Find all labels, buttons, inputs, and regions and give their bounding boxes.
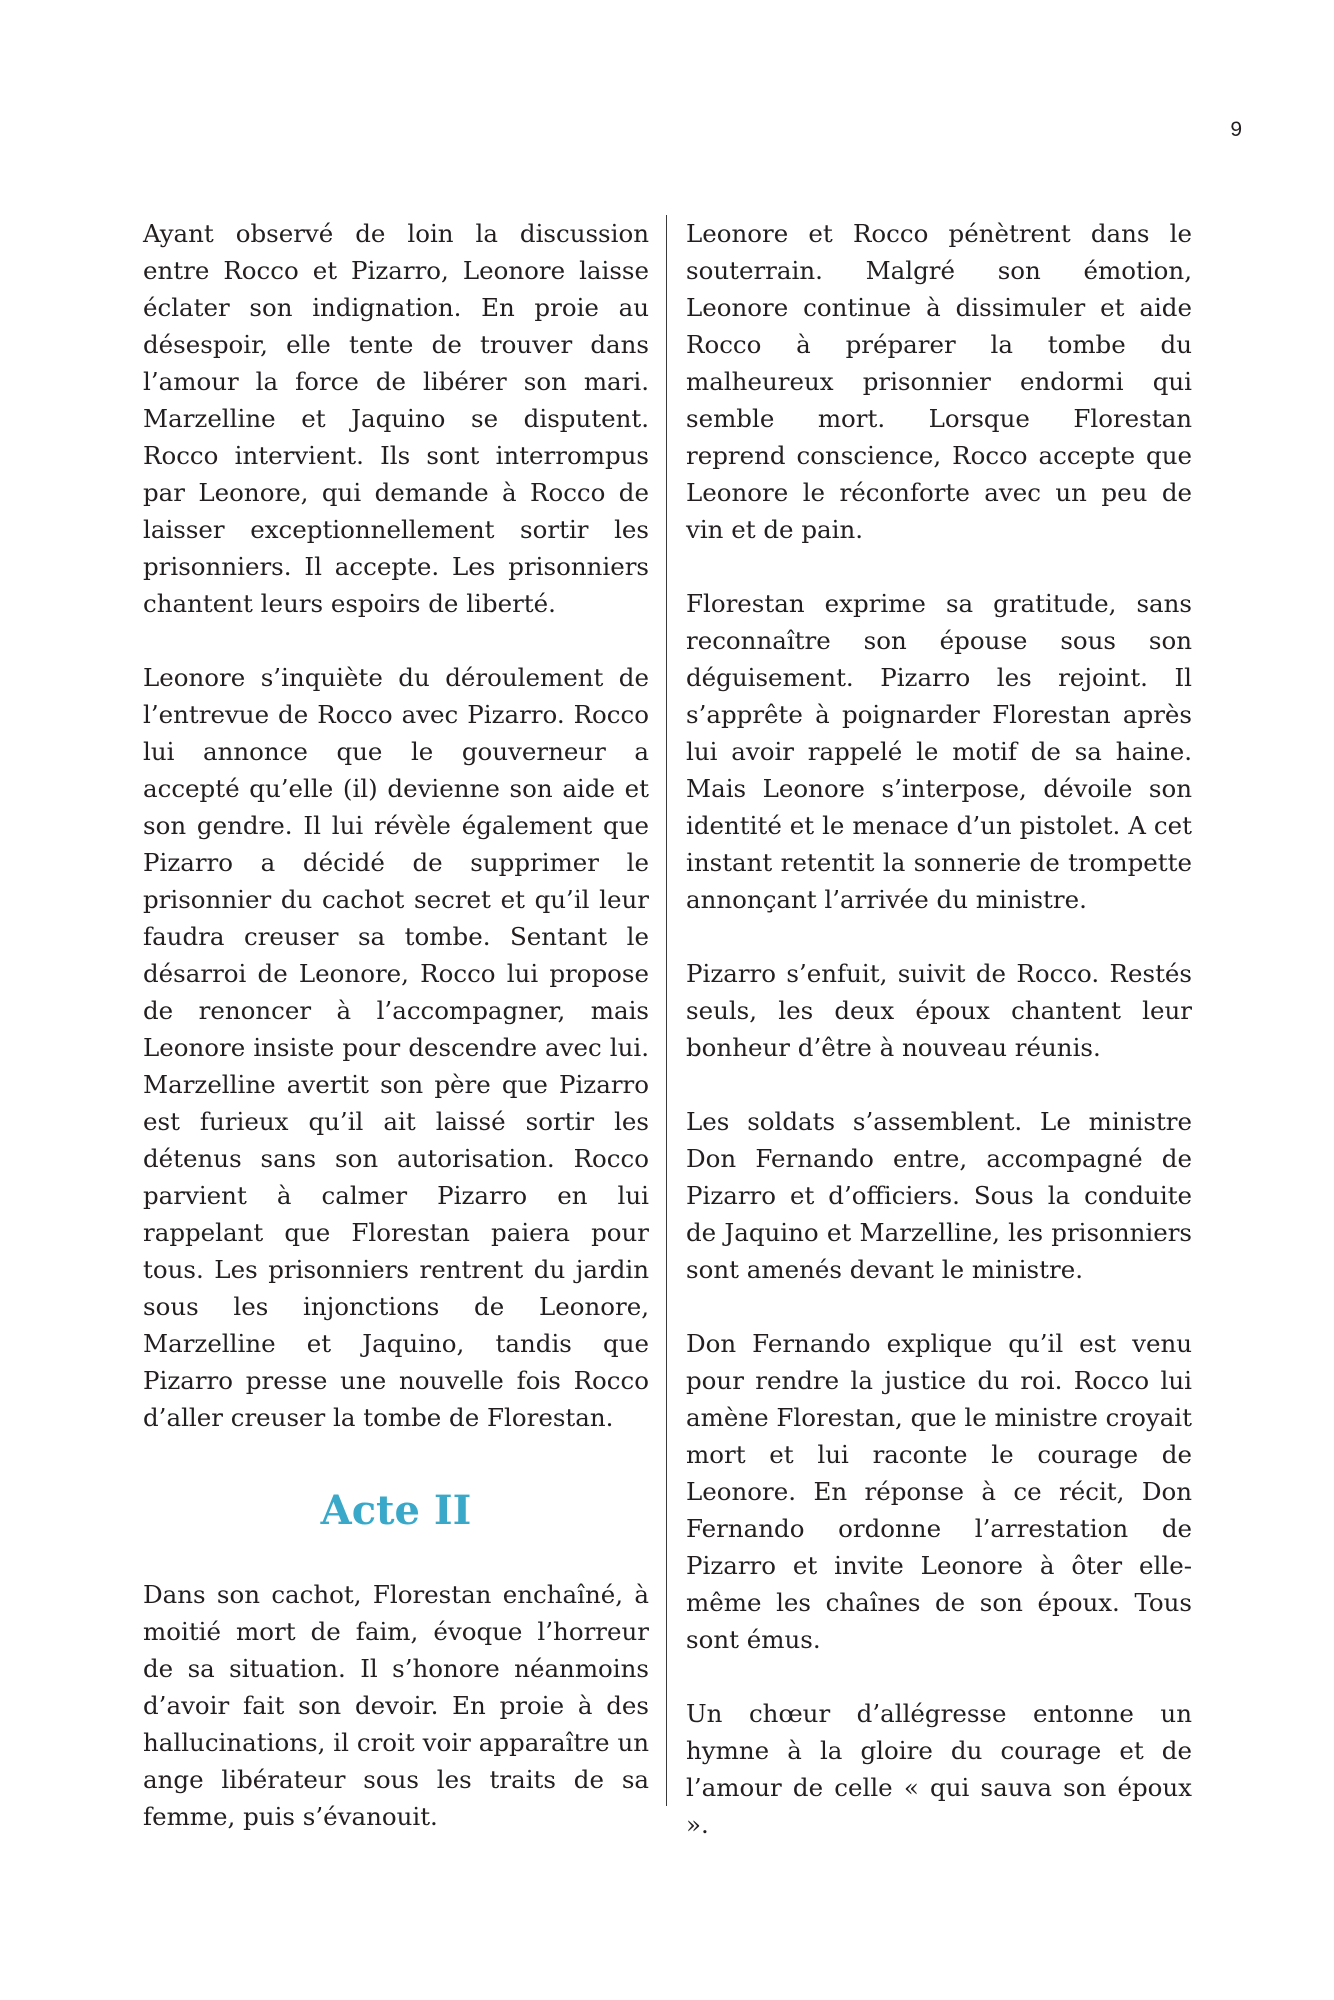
column-divider bbox=[666, 215, 667, 1806]
synopsis-paragraph: Pizarro s’enfuit, suivit de Rocco. Restés seuls, les deux époux chantent leur bonheur d’être à nouveau réunis. bbox=[686, 959, 1192, 1062]
synopsis-paragraph: Ayant observé de loin la discussion entre Rocco et Pizarro, Leonore laisse éclater son indignation. En proie au désespoir, elle tente de trouver dans l’amour la force de libérer son mari. Marzelline et Jaquino se disputent. Rocco intervient. Ils sont interrompus par Leonore, qui demande à Rocco de laisser exceptionnellement sortir les prisonniers. Il accepte. Les prisonniers chantent leurs espoirs de liberté. bbox=[143, 219, 649, 618]
synopsis-paragraph: Don Fernando explique qu’il est venu pour rendre la justice du roi. Rocco lui amène Florestan, que le ministre croyait mort et lui raconte le courage de Leonore. En réponse à ce récit, Don Fernando ordonne l’arrestation de Pizarro et invite Leonore à ôter elle-même les chaînes de son époux. Tous sont émus. bbox=[686, 1329, 1192, 1654]
synopsis-paragraph: Les soldats s’assemblent. Le ministre Don Fernando entre, accompagné de Pizarro et d’officiers. Sous la conduite de Jaquino et Marzelline, les prisonniers sont amenés devant le ministre. bbox=[686, 1107, 1192, 1284]
synopsis-paragraph: Florestan exprime sa gratitude, sans reconnaître son épouse sous son déguisement. Pizarro les rejoint. Il s’apprête à poignarder Florestan après lui avoir rappelé le motif de sa haine. Mais Leonore s’interpose, dévoile son identité et le menace d’un pistolet. A cet instant retentit la sonnerie de trompette annonçant l’arrivée du ministre. bbox=[686, 589, 1192, 914]
act-heading: Acte II bbox=[320, 1487, 472, 1534]
synopsis-paragraph: Un chœur d’allégresse entonne un hymne à la gloire du courage et de l’amour de celle « qui sauva son époux ». bbox=[686, 1699, 1192, 1839]
synopsis-paragraph: Leonore s’inquiète du déroulement de l’entrevue de Rocco avec Pizarro. Rocco lui annonce que le gouverneur a accepté qu’elle (il) devienne son aide et son gendre. Il lui révèle également que Pizarro a décidé de supprimer le prisonnier du cachot secret et qu’il leur faudra creuser sa tombe. Sentant le désarroi de Leonore, Rocco lui propose de renoncer à l’accompagner, mais Leonore insiste pour descendre avec lui. Marzelline avertit son père que Pizarro est furieux qu’il ait laissé sortir les détenus sans son autorisation. Rocco parvient à calmer Pizarro en lui rappelant que Florestan paiera pour tous. Les prisonniers rentrent du jardin sous les injonctions de Leonore, Marzelline et Jaquino, tandis que Pizarro presse une nouvelle fois Rocco d’aller creuser la tombe de Florestan. bbox=[143, 663, 649, 1432]
synopsis-paragraph: Dans son cachot, Florestan enchaîné, à moitié mort de faim, évoque l’horreur de sa situation. Il s’honore néanmoins d’avoir fait son devoir. En proie à des hallucinations, il croit voir apparaître un ange libérateur sous les traits de sa femme, puis s’évanouit. bbox=[143, 1580, 649, 1831]
right-column bbox=[686, 215, 1192, 1880]
synopsis-paragraph: Leonore et Rocco pénètrent dans le souterrain. Malgré son émotion, Leonore continue à dissimuler et aide Rocco à préparer la tombe du malheureux prisonnier endormi qui semble mort. Lorsque Florestan reprend conscience, Rocco accepte que Leonore le réconforte avec un peu de vin et de pain. bbox=[686, 219, 1192, 544]
page-number: 9 bbox=[1230, 118, 1242, 141]
left-column bbox=[143, 215, 649, 1872]
